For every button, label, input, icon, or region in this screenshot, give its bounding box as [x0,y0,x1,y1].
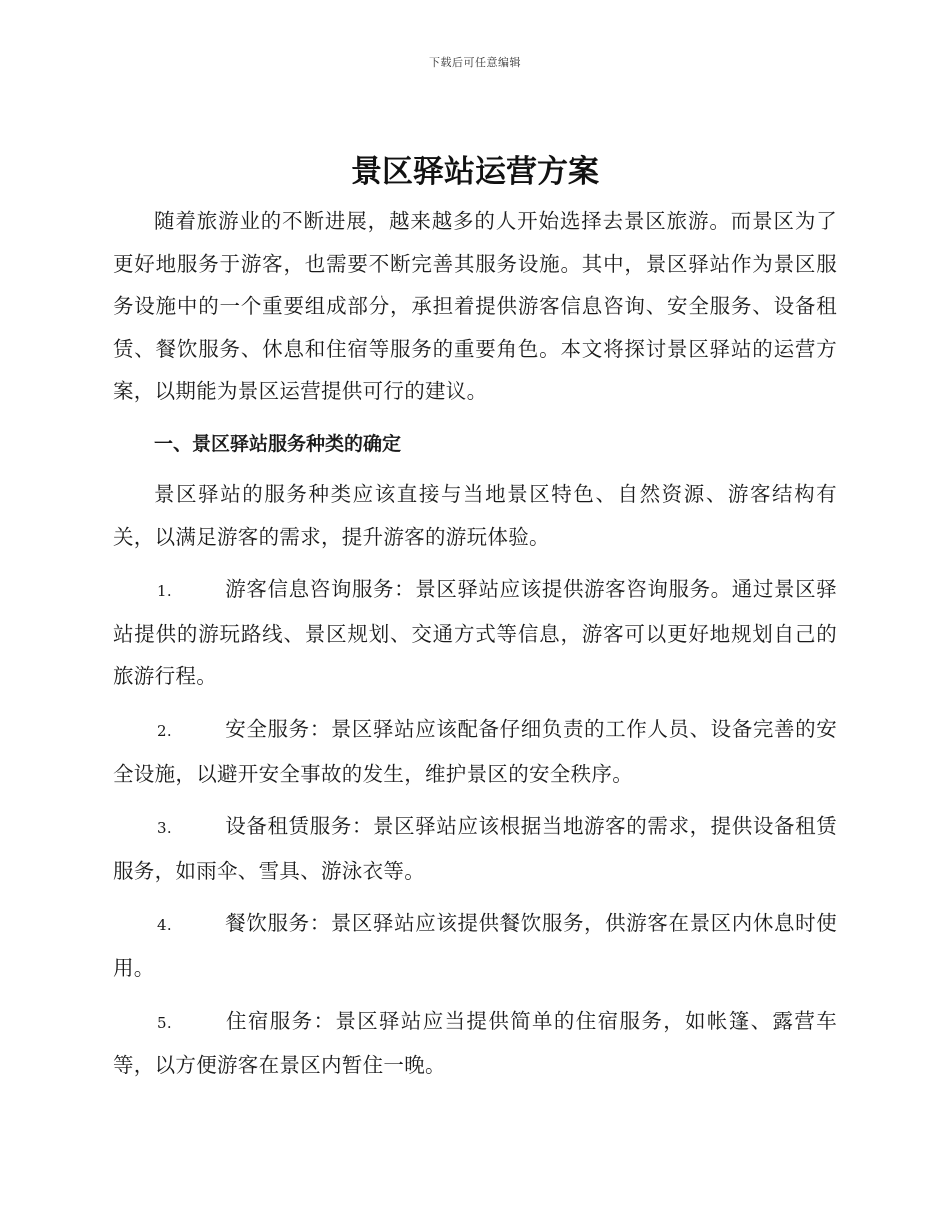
list-item-text: 设备租赁服务：景区驿站应该根据当地游客的需求，提供设备租赁服务，如雨伞、雪具、游泳衣等。 [113,814,837,883]
list-item [113,902,837,989]
list-item [113,708,837,795]
list-item-text: 餐饮服务：景区驿站应该提供餐饮服务，供游客在景区内休息时使用。 [113,911,837,980]
service-list [113,568,837,1087]
list-item-text: 住宿服务：景区驿站应当提供简单的住宿服务，如帐篷、露营车等，以方便游客在景区内暂住一晚。 [113,1008,837,1078]
list-item [113,805,837,892]
list-item-number: 4. [157,916,172,935]
page-title: 景区驿站运营方案 [351,154,599,190]
header-note: 下载后可任意编辑 [429,56,521,69]
document-body [113,200,837,1097]
list-item-number: 2. [157,721,172,740]
list-item [113,1000,837,1087]
intro-paragraph: 随着旅游业的不断进展，越来越多的人开始选择去景区旅游。而景区为了更好地服务于游客，也需要不断完善其服务设施。其中，景区驿站作为景区服务设施中的一个重要组成部分，承担着提供游客信息咨询、安全服务、设备租赁、餐饮服务、休息和住宿等服务的重要角色。本文将探讨景区驿站的运营方案，以期能为景区运营提供可行的建议。 [113,209,837,404]
section-heading: 一、景区驿站服务种类的确定 [154,432,402,455]
list-item-number: 1. [157,582,172,601]
list-item-text: 游客信息咨询服务：景区驿站应该提供游客咨询服务。通过景区驿站提供的游玩路线、景区规划、交通方式等信息，游客可以更好地规划自己的旅游行程。 [113,577,837,689]
section-paragraph: 景区驿站的服务种类应该直接与当地景区特色、自然资源、游客结构有关，以满足游客的需求，提升游客的游玩体验。 [113,481,837,549]
list-item-number: 5. [157,1013,172,1032]
list-item-text: 安全服务：景区驿站应该配备仔细负责的工作人员、设备完善的安全设施，以避开安全事故的发生，维护景区的安全秩序。 [113,716,837,786]
list-item-number: 3. [157,819,172,838]
list-item [113,568,837,698]
